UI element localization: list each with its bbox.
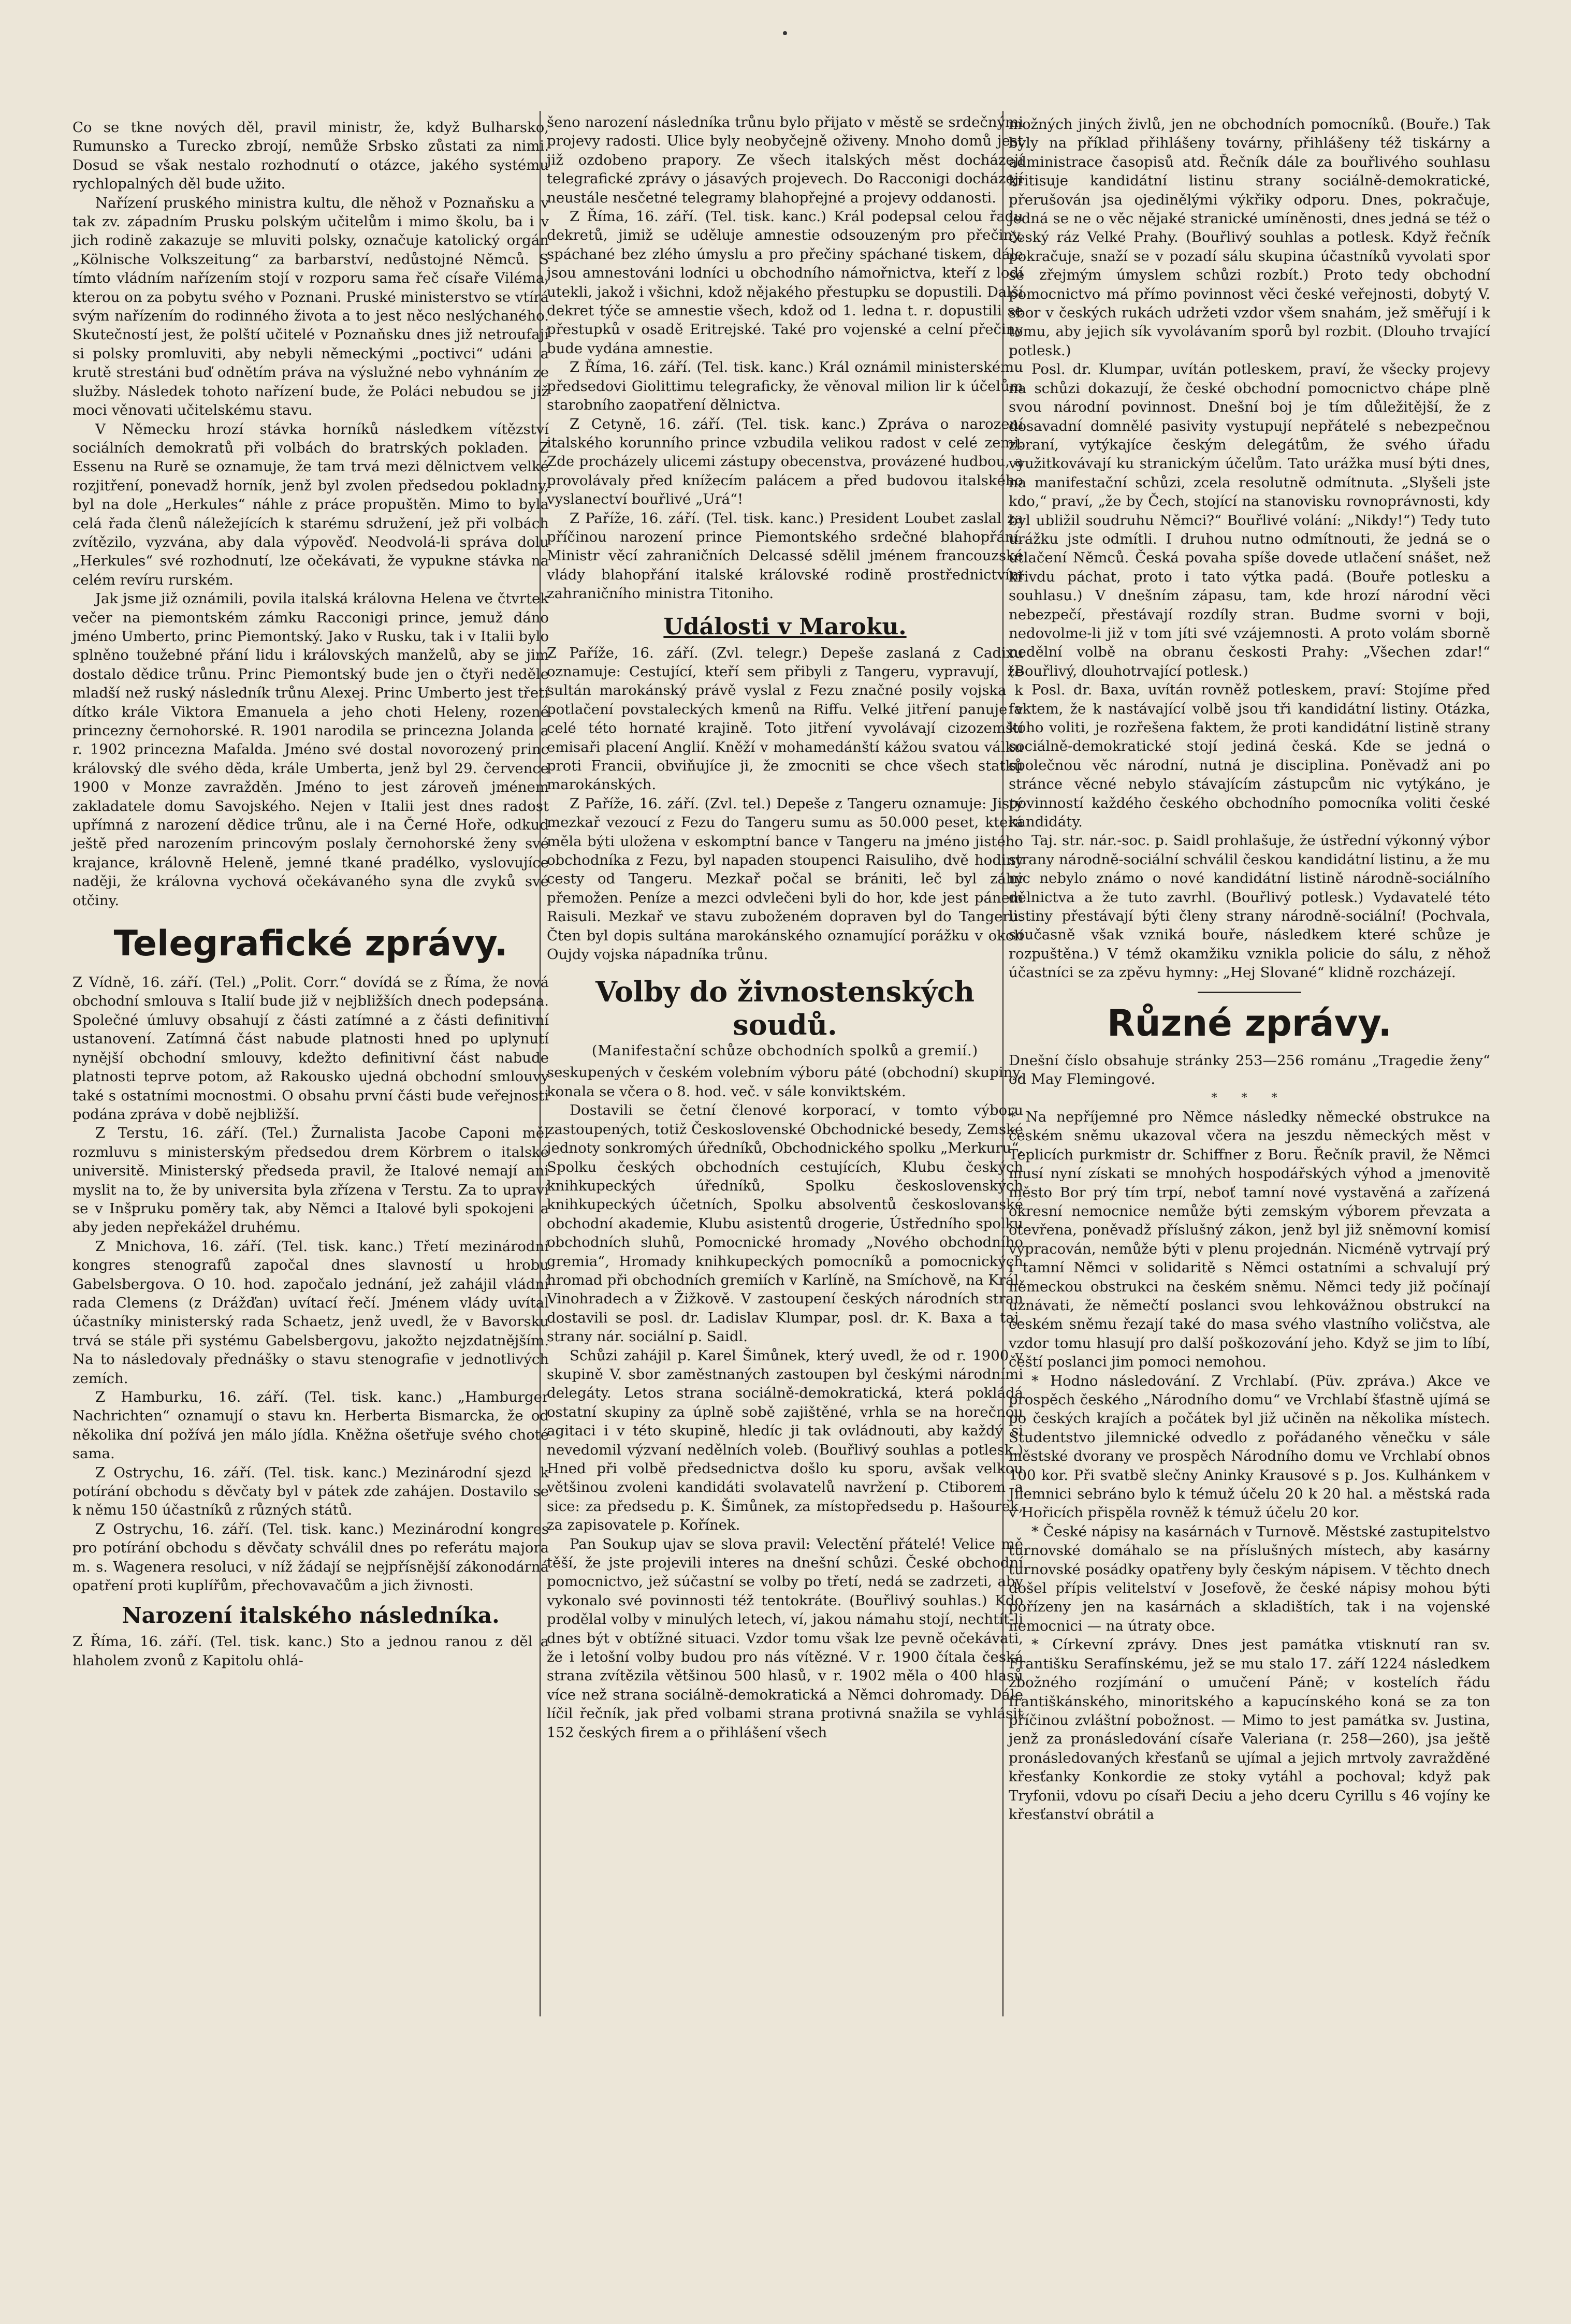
news-item: Z Ostrychu, 16. září. (Tel. tisk. kanc.) Mezinárodní sjezd k potírání obchodu s děvčaty byl v pátek zde zahájen. Dostavilo se k němu 150 účastníků z různých států. (72, 1464, 549, 1519)
article-paragraph: Nařízení pruského ministra kultu, dle něhož v Poznaňsku a v tak zv. západním Prusku polským učitelům i mimo školu, ba i v jich rodině zakazuje se mluviti polsky, označuje katolický orgán „Kölnische Volkszeitung“ za barbarství, nedůstojné Němců. S tímto vládním nařízením stojí v rozporu sama řeč císaře Viléma, kterou on za pobytu svého v Poznani. Pruské ministerstvo se vtírá svým nařízením do rodinného života a to jest něco neslýchaného. Skutečností jest, že polští učitelé v Poznaňsku dnes již netroufají si polsky promluviti, aby nebyli německými „poctivci“ udáni a krutě strestáni buď odnětím práva na výslužné nebo vyhnáním ze služby. Následek tohoto nařízení bude, že Poláci nebudou se již moci věnovati učitelskému stavu. (72, 194, 549, 419)
column-2 (547, 113, 1023, 1742)
article-paragraph: možných jiných živlů, jen ne obchodních pomocníků. (Bouře.) Tak byly na příklad přihlášeny továrny, přihlášeny též tiskárny a administrace časopisů atd. Řečník dále za bouřlivého souhlasu kritisuje kandidátní listinu strany sociálně-demokratické, přerušován jsa ojedinělými výkřiky odporu. Dnes, pokračuje, jedná se ne o věc nějaké stranické umíněnosti, dnes jedná se též o český ráz Velké Prahy. (Bouřlivý souhlas a potlesk. Když řečník pokračuje, snaží se v pozadí sálu skupina účastníků vyvolati spor se zřejmým úmyslem schůzi rozbít.) Proto tedy obchodní pomocnictvo má přímo povinnost věci české veřejnosti, dobytý V. sbor v českých rukách udržeti vzdor všem snahám, jež směřují i k tomu, aby jejich sík vyvolávaním sporů byl rozbit. (Dlouho trvající potlesk.) (1009, 116, 1490, 359)
article-paragraph: Co se tkne nových děl, pravil ministr, že, když Bulharsko, Rumunsko a Turecko zbrojí, nemůže Srbsko zůstati za nimi. Dosud se však nestalo rozhodnutí o otázce, jakého systému rychlopalných děl bude užito. (72, 119, 549, 193)
news-item: * Hodno následování. Z Vrchlabí. (Püv. zpráva.) Akce ve prospěch českého „Národního domu“ ve Vrchlabí šťastně ujímá se po českých krajích a počátek byl již učiněn na několika místech. Studentstvo jilemnické odvedlo z pořádaného věnečku v sále městské dvorany ve prospěch Národního domu ve Vrchlabí obnos 100 kor. Při svatbě slečny Aninky Krausové s p. Jos. Kulhánkem v Jilemnici sebráno bylo k témuž účelu 20 k 20 hal. a městská rada v Hořicích přispěla rovněž k témuž účelu 20 kor. (1009, 1372, 1490, 1521)
news-item: * České nápisy na kasárnách v Turnově. Městské zastupitelstvo turnovské domáhalo se na příslušných místech, aby kasárny turnovské posádky opatřeny byly českým nápisem. V těchto dnech došel přípis velitelství v Josefově, že české nápisy mohou býti pořízeny jen na kasárnách a skladištích, tak i na vojenské nemocnici — na útraty obce. (1009, 1523, 1490, 1634)
news-item: Z Hamburku, 16. září. (Tel. tisk. kanc.) „Hamburger Nachrichten“ oznamují o stavu kn. Herberta Bismarcka, že od několika dní požívá jen málo jídla. Kněžna ošetřuje svého choté sama. (72, 1389, 549, 1462)
news-item: Z Cetyně, 16. září. (Tel. tisk. kanc.) Zpráva o narození italského korunního prince vzbudila velikou radost v celé zemi. Zde procházely ulicemi zástupy obecenstva, provázené hudbou, a provolávaly před knížecím palácem a před budovou italského vyslanectví bouřlivé „Urá“! (547, 415, 1023, 508)
article-paragraph: Dostavili se četní členové korporací, v tomto výboru zastoupených, totiž Československé Obchodnické besedy, Zemské jednoty sonkromých úředníků, Obchodnického spolku „Merkuru“, Spolku českých obchodních cestujících, Klubu českých knihkupeckých úředníků, Spolku československých knihkupeckých účetních, Spolku absolventů českoslovanské obchodní akademie, Klubu asistentů drogerie, Ústředního spolku obchodních sluhů, Pomocnické hromady „Nového obchodního gremia“, Hromady knihkupeckých pomocníků a pomocnických hromad při obchodních gremiích v Karlíně, na Smíchově, na Král. Vinohradech a v Žižkově. V zastoupení českých národních stran dostavili se posl. dr. Ladislav Klumpar, posl. dr. K. Baxa a taj. strany nár. sociální p. Saidl. (547, 1102, 1023, 1345)
article-paragraph: šeno narození následníka trůnu bylo přijato v městě se srdečnými projevy radosti. Ulice byly neobyčejně oživeny. Mnoho domů jest již ozdobeno prapory. Ze všech italských měst docházejí telegrafické zprávy o jásavých projevech. Do Racconigi docházejí neustále nesčetné telegramy blahopřejné a projevy oddanosti. (547, 114, 1023, 206)
article-paragraph: Posl. dr. Baxa, uvítán rovněž potleskem, praví: Stojíme před faktem, že k nastávající volbě jsou tři kandidátní listiny. Otázka, koho voliti, je rozřešena faktem, že proti kandidátní listině strany sociálně-demokratické stojí jediná česká. Kde se jedná o společnou věc národní, nutná je disciplina. Poněvadž ani po stránce věcné nebylo stávajícím zástupcům nic vytýkáno, je povinností každého českého obchodního pomocníka voliti české kandidáty. (1009, 681, 1490, 831)
news-item: Z Paříže, 16. září. (Tel. tisk. kanc.) President Loubet zaslal za příčinou narození prince Piemontského srdečné blahopřání. Ministr věcí zahraničních Delcassé sdělil jménem francouzské vlády blahopřání italské královské rodině prostřednictvím zahraničního ministra Titoniho. (547, 510, 1023, 602)
section-heading-birth: Narození italského následníka. (122, 1603, 500, 1629)
asterism-divider: * * * (1211, 1091, 1288, 1105)
column-1 (72, 118, 549, 1670)
article-paragraph: Posl. dr. Klumpar, uvítán potleskem, praví, že všecky projevy na schůzi dokazují, že české obchodní pomocnictvo chápe plně svou národní povinnost. Dnešní boj je tím důležitější, že z dosavadní domnělé pasivity vystupují nepřátelé s nebezpečnou zbraní, vytýkajíce českým delegátům, že svého úřadu využitkovávají ku stranickým účelům. Tato urážka musí býti dnes, na manifestační schůzi, zcela resolutně odmítnuta. „Slyšeli jste kdo,“ praví, „že by Čech, stojící na stanovisku rovnoprávnosti, kdy byl ubližil soudruhu Němci?“ Bouřlivé volání: „Nikdy!“) Tedy tuto urážku jste odmítli. I druhou nutno odmítnouti, že jedná se o utlačení Němců. Česká povaha spíše dovede utlačení snášet, než křivdu páchat, proto i tato výtka padá. (Bouře potlesku a souhlasu.) V dnešním zápasu, tam, kde hrozí národní věci nebezpečí, přestávají rozdíly stran. Budme svorni v boji, nedovolme-li již v tom jíti své vzájemnosti. A proto volám sborně nedělní volbě na obranu českosti Prahy: „Všechen zdar!“ (Bouřlivý, dlouhotrvající potlesk.) (1009, 361, 1490, 679)
news-item: Z Paříže, 16. září. (Zvl. tel.) Depeše z Tangeru oznamuje: Jistý mezkař vezoucí z Fezu do Tangeru sumu as 50.000 peset, která měla býti uložena v eskomptní bance v Tangeru na jméno jistého obchodníka z Fezu, byl napaden stoupenci Raisuliho, dvě hodiny cesty od Tangeru. Mezkař počal se brániti, leč byl záhy přemožen. Peníze a mezci odvlečeni byli do hor, kde jest pánem Raisuli. Mezkař ve stavu zuboženém dopraven byl do Tangeru. Čten byl dopis sultána marokánského oznamující porážku v okolí Oujdy vojska nápadníka trůnu. (547, 795, 1023, 963)
news-item: Z Říma, 16. září. (Tel. tisk. kanc.) Král podepsal celou řadu dekretů, jimiž se uděluje amnestie odsouzeným pro přečiny, spáchané bez zlého úmyslu a pro přečiny spáchané tiskem, dále jsou amnestováni lodníci u obchodního námořnictva, kteří z lodí utekli, jakož i všichni, kdož nějakého přestupku se dopustili. Další dekret týče se amnestie všech, kdož od 1. ledna t. r. dopustili se přestupků v osadě Eritrejské. Také pro vojenské a celní přečiny bude vydána amnestie. (547, 208, 1023, 357)
print-dot (783, 31, 787, 35)
section-heading-elections: Volby do živnostenských soudů. (595, 975, 975, 1042)
news-item: Z Terstu, 16. září. (Tel.) Žurnalista Jacobe Caponi měl rozmluvu s ministerským předsedou drem Körbrem o italské universitě. Ministerský předseda pravil, že Italové nemají ani myslit na to, že by universita byla zřízena v Terstu. Za to upraví se v Inšpruku poměry tak, aby Němci a Italové byli spokojeni a aby jeden nepřekážel druhému. (72, 1125, 549, 1236)
news-item: * Církevní zprávy. Dnes jest památka vtisknutí ran sv. Františku Serafínskému, jež se mu stalo 17. září 1224 následkem zbožného rozjímání o umučení Páně; v kostelích řádu františkánského, minoritského a kapucínského koná se za ton příčinou zvláštní pobožnost. — Mimo to jest památka sv. Justina, jenž za pronásledování císaře Valeriana (r. 258—260), jsa ještě pronásledovaných křesťanů se ujímal a jejich mrtvoly zavražděné křesťanky Konkordie ze stoky vytáhl a pochoval; když pak Tryfonii, vdovu po císaři Deciu a jeho dceru Cyrillu s 46 vojíny ke křesťanství obrátil a (1009, 1636, 1490, 1823)
news-item: Z Ostrychu, 16. září. (Tel. tisk. kanc.) Mezinárodní kongres pro potírání obchodu s děvčaty schválil dnes po referátu majora m. s. Wagenera resoluci, v níž žádají se nejpřísnější zákonodárná opatření proti kuplířům, přechovavačům a jich živnosti. (72, 1520, 549, 1594)
article-paragraph: Dnešní číslo obsahuje stránky 253—256 románu „Tragedie ženy“ od May Flemingové. (1009, 1052, 1490, 1088)
section-heading-morocco: Události v Maroku. (663, 613, 907, 640)
section-heading-misc: Různé zprávy. (1107, 1001, 1392, 1044)
article-paragraph: Jak jsme již oznámili, povila italská královna Helena ve čtvrtek večer na piemontském zámku Racconigi prince, jemuž dáno jméno Umberto, princ Piemontský. Jako v Rusku, tak i v Italii bylo splněno toužebné přání lidu i královských manželů, aby se jim dostalo dědice trůnu. Princ Piemontský bude jen o čtyři neděle mladší než ruský následník trůnu Alexej. Princ Umberto jest třetí dítko krále Viktora Emanuela a jeho choti Heleny, rozené princezny černohorské. R. 1901 narodila se princezna Jolanda a r. 1902 princezna Mafalda. Jméno své dostal novorozený princ královský dle svého děda, krále Umberta, jenž byl 29. července 1900 v Monze zavražděn. Jméno to jest zároveň jménem zakladatele domu Savojského. Nejen v Italii jest dnes radost upřímná z narození dědice trůnu, ale i na Černé Hoře, odkud ještě před narozením princovým poslaly černohorské ženy své krajance, královně Heleně, jemné tkané pradélko, vyslovujíce naději, že královna vychová očekávaného syna dle zvyků své otčiny. (72, 590, 549, 909)
article-paragraph: seskupených v českém volebním výboru páté (obchodní) skupiny, konala se včera o 8. hod. več. v sále konviktském. (547, 1064, 1023, 1100)
article-paragraph: Schůzi zahájil p. Karel Šimůnek, který uvedl, že od r. 1900 v skupině V. sbor zaměstnaných zastoupen byl českými národními delegáty. Letos strana sociálně-demokratická, která pokládá ostatní skupiny za úplně sobě zajištěné, vrhla se na horečnou agitaci i v této skupině, hledíc ji tak ovládnouti, aby každý si nevedomil výzvaní nedělních voleb. (Bouřlivý souhlas a potlesk.) Hned při volbě předsednictva došlo ku sporu, avšak velkou většinou zvoleni kandidáti svolavatelů navržení p. Ctiborem a sice: za předsedu p. K. Šimůnek, za místopředsedu p. Hašourek, za zapisovatele p. Kořínek. (547, 1347, 1023, 1534)
section-rule (1198, 992, 1301, 993)
news-item: Z Vídně, 16. září. (Tel.) „Polit. Corr.“ dovídá se z Říma, že nová obchodní smlouva s Italií bude již v nejbližších dnech podepsána. Společné úmluvy obsahují z části zatímné a z části definitivní ustanovení. Zatímná část nabude platnosti hned po uplynutí nynější obchodní smlouvy, kdežto definitivní část nabude platnosti teprve potom, až Rakousko ujedná obchodní smlouvy také s ostatními mocnostmi. O obsahu první části bude veřejnosti podána zpráva v době nejbližší. (72, 974, 549, 1123)
column-3 (1009, 115, 1490, 1824)
article-paragraph: Pan Soukup ujav se slova pravil: Velectění přátelé! Velice mě těší, že jste projevili interes na dnešní schůzi. České obchodní pomocnictvo, jež súčastní se volby po třetí, nedá se zadrzeti, aby vykonalo své povinnosti též tentokráte. (Bouřlivý souhlas.) Kdo prodělal volby v minulých letech, ví, jakou námahu stojí, nechtít-li dnes být v obtížné situaci. Vzdor tomu však lze pevně očekávati, že i letošní volby budou pro nás vítězné. V r. 1900 čítala česká strana zvítězila většinou 500 hlasů, v r. 1902 měla o 400 hlasů více než strana sociálně-demokratická a Němci dohromady. Dále líčil řečník, jak před volbami strana protivná snažila se vyhlásit 152 českých firem a o přihlášení všech (547, 1535, 1023, 1741)
news-item: Z Mnichova, 16. září. (Tel. tisk. kanc.) Třetí mezinárodní kongres stenografů započal dnes slavností u hrobu Gabelsbergova. O 10. hod. započalo jednání, jež zahájil vládní rada Clemens (z Drážďan) uvítací řečí. Jménem vlády uvítal účastníky ministerský rada Schaetz, jenž uvedl, že v Bavorsku trvá se stále při systému Gabelsbergovu, jakožto nejzdatnějším. Na to následovaly přednášky o stavu stenografie v jednotlivých zemích. (72, 1238, 549, 1387)
news-item: Z Říma, 16. září. (Tel. tisk. kanc.) Král oznámil ministerskému předsedovi Giolittimu telegraficky, že věnoval milion lir k účelům starobního zaopatření dělnictva. (547, 359, 1023, 414)
section-subheading-elections: (Manifestační schůze obchodních spolků a gremií.) (591, 1043, 979, 1059)
news-item: Z Paříže, 16. září. (Zvl. telegr.) Depeše zaslaná z Cadixu oznamuje: Cestující, kteří sem přibyli z Tangeru, vypravují, že sultán marokánský právě vyslal z Fezu značné posily vojska k potlačení povstaleckých kmenů na Riffu. Velké jitření panuje v celé této hornaté krajině. Toto jitření vyvolávají cizozemští emisaři placení Anglií. Kněží v mohamedánští kážou svatou válku proti Francii, obviňujíce ji, že zmocniti se chce všech statků marokánských. (547, 644, 1023, 793)
section-heading-telegraph: Telegrafické zprávy. (113, 923, 508, 965)
news-item: Z Říma, 16. září. (Tel. tisk. kanc.) Sto a jednou ranou z děl a hlaholem zvonů z Kapitolu ohlá- (72, 1633, 549, 1669)
article-paragraph: Taj. str. nár.-soc. p. Saidl prohlašuje, že ústřední výkonný výbor strany národně-sociální schválil českou kandidátní listinu, a že mu nic nebylo známo o nové kandidátní listině národně-sociálního dělnictva a že tuto zavrhl. (Bouřlivý potlesk.) Vydavatelé této listiny přestávají býti členy strany národně-sociální! (Pochvala, současně však vzniká bouře, následkem které schůze je rozpuštěna.) V témž okamžiku vznikla policie do sálu, z něhož účastníci se za zpěvu hymny: „Hej Slované“ klidně rozcházejí. (1009, 832, 1490, 981)
news-item: * Na nepříjemné pro Němce následky německé obstrukce na českém sněmu ukazoval včera na jeszdu německých měst v Teplicích purkmistr dr. Schiffner z Boru. Řečník pravil, že Němci musí nyní získati se mnohých hospodářských výhod a jmenovitě město Bor prý tím trpí, neboť tamní nové vystavěná a zařízená okresní nemocnice nemůže býti zemským výborem převzata a otevřena, poněvadž příslušný zákon, jenž byl již sněmovní komisí vypracován, nemůže býti v plenu projednán. Nicméně vytrvají prý i tamní Němci v solidaritě s Němci ostatními a schvalují prý německou obstrukci na českém sněmu. Němci tedy již počínají uznávati, že němečtí poslanci svou lehkovážnou obstrukcí na českém sněmu řezají také do masa svého vlastního voličstva, ale vzdor tomu hlasují pro další poškozování jeho. Když se jim to líbí, čeští poslanci jim pomoci nemohou. (1009, 1108, 1490, 1371)
article-paragraph: V Německu hrozí stávka horníků následkem vítězství sociálních demokratů při volbách do bratrských pokladen. Z Essenu na Rurě se oznamuje, že tam trvá mezi dělnictvem velké rozjitření, ponevadž horník, jenž byl zvolen předsedou pokladny, byl na dole „Herkules“ náhle z práce propuštěn. Mimo to byla celá řada členů náležejících k starému sdružení, jež při volbách zvítězilo, vyzvána, aby dala výpověď. Neodvolá-li správa dolu „Herkules“ své rozhodnutí, lze očekávati, že vypukne stávka na celém revíru rurském. (72, 420, 549, 588)
